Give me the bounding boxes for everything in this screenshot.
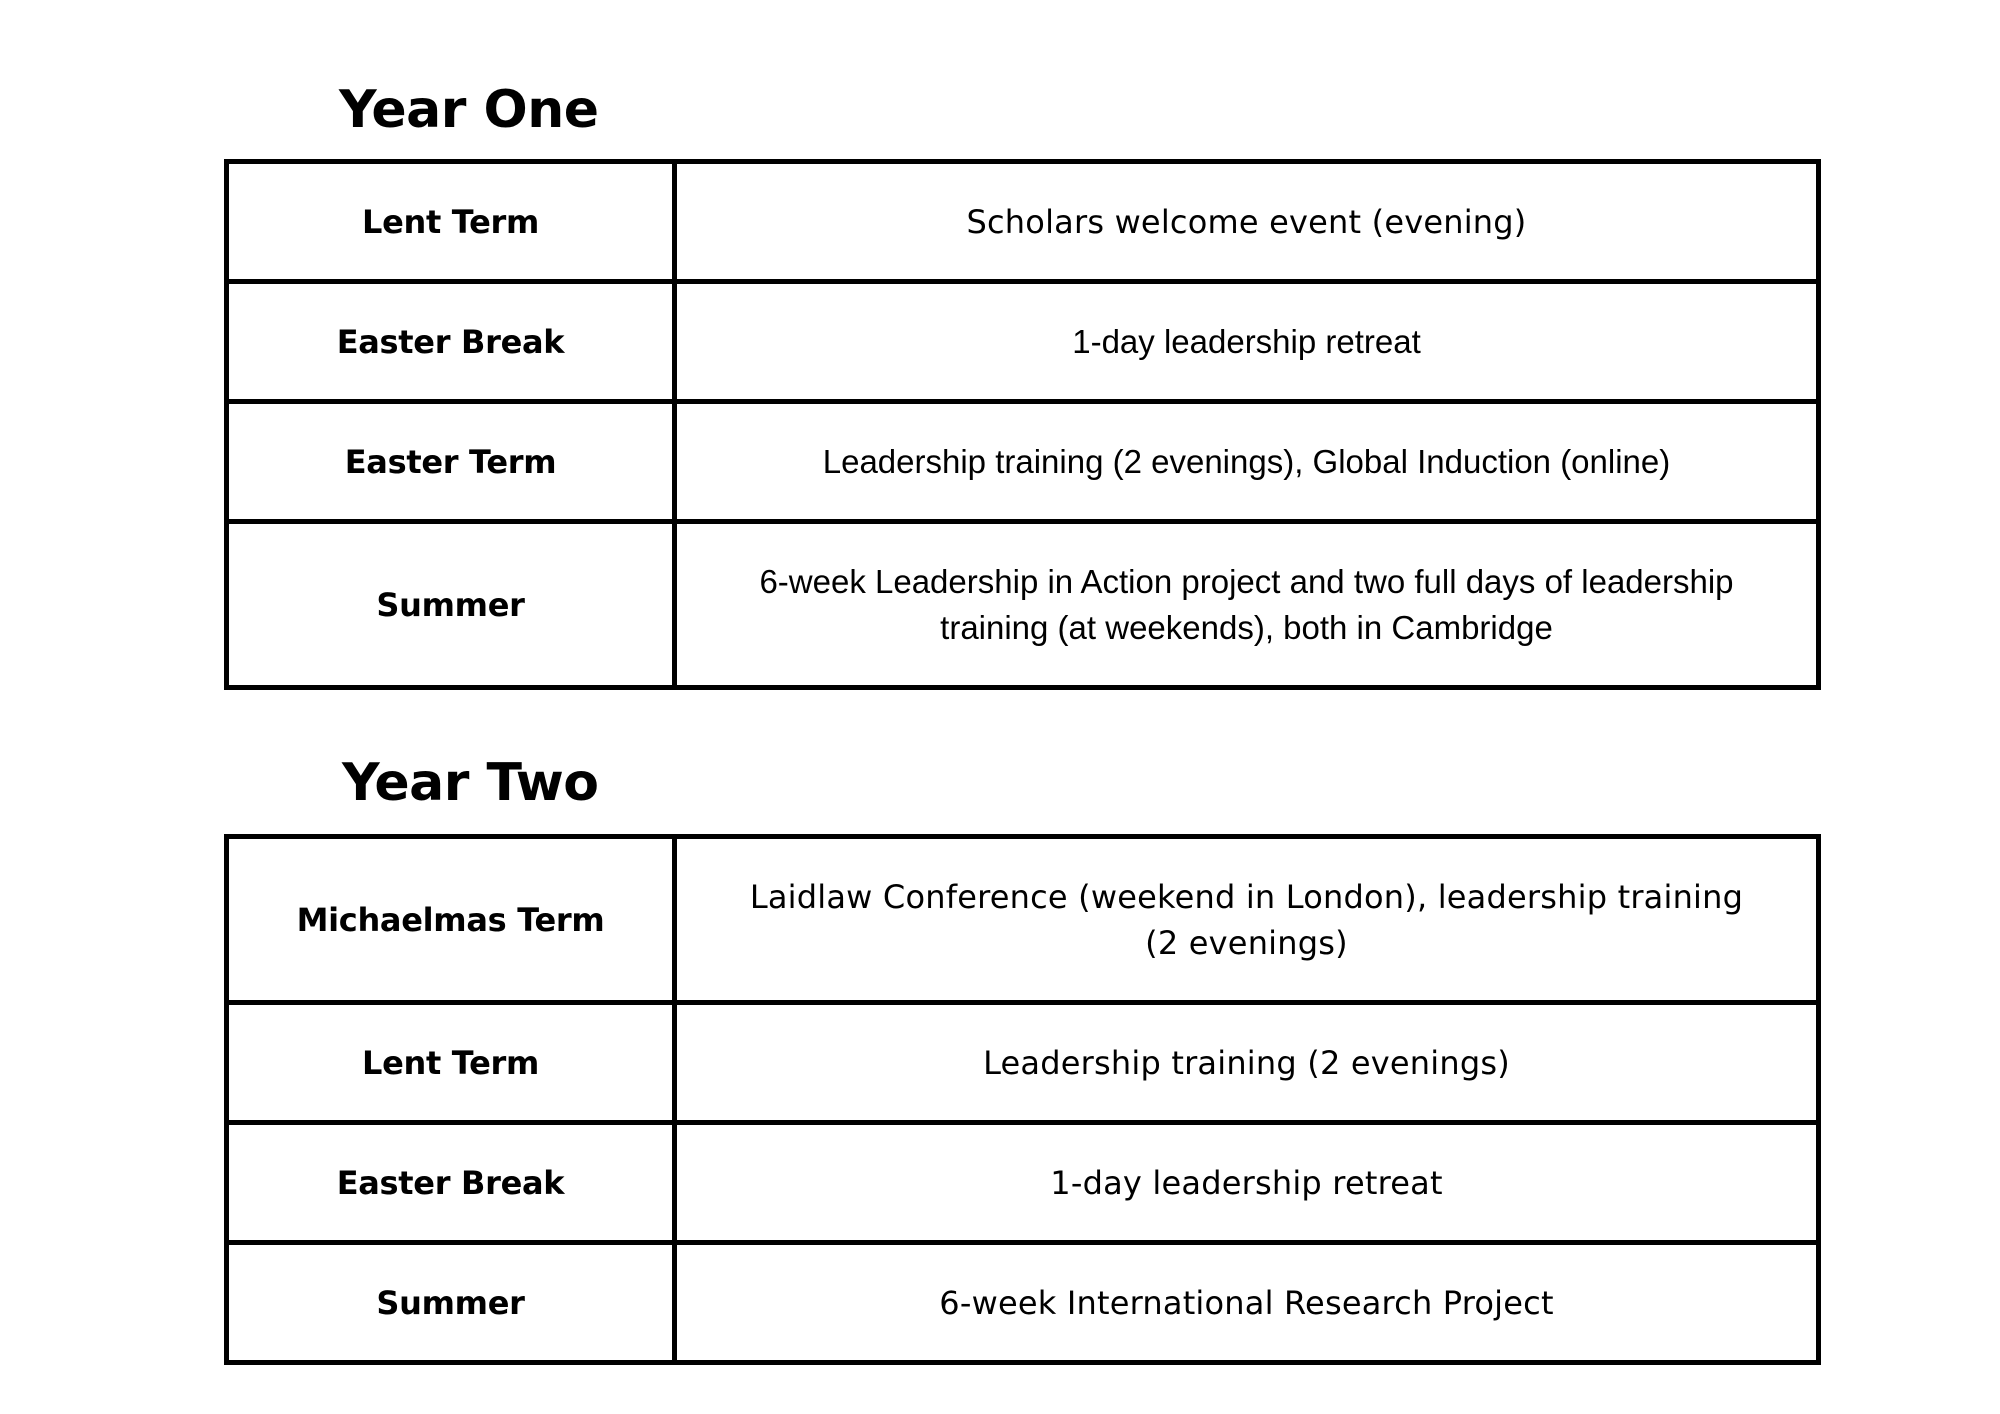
activity-cell [675, 1123, 1819, 1243]
table-row [227, 1243, 1819, 1363]
activity-cell [675, 402, 1819, 522]
table-row [227, 837, 1819, 1003]
year-two-title: Year Two [342, 753, 599, 813]
term-cell: Easter Break [227, 1123, 675, 1243]
table-row [227, 1123, 1819, 1243]
year-two-schedule-table [224, 834, 1821, 1365]
activity-cell [675, 1243, 1819, 1363]
year-one-schedule-table [224, 159, 1821, 690]
activity-text: 1-day leadership retreat [1072, 322, 1421, 360]
activity-text: Leadership training (2 evenings), Global Induction (online) [822, 442, 1671, 480]
table-row [227, 162, 1819, 282]
activity-text: Leadership training (2 evenings) [983, 1043, 1510, 1082]
term-cell: Summer [227, 522, 675, 688]
activity-cell [675, 837, 1819, 1003]
activity-cell [675, 1003, 1819, 1123]
term-cell: Summer [227, 1243, 675, 1363]
term-cell: Easter Term [227, 402, 675, 522]
table-row [227, 522, 1819, 688]
term-cell: Michaelmas Term [227, 837, 675, 1003]
year-one-title: Year One [339, 80, 599, 140]
table-row [227, 282, 1819, 402]
activity-cell [675, 522, 1819, 688]
table-row [227, 402, 1819, 522]
activity-cell [675, 162, 1819, 282]
activity-text: Scholars welcome event (evening) [966, 202, 1527, 241]
term-cell: Lent Term [227, 162, 675, 282]
activity-cell [675, 282, 1819, 402]
activity-text: 6-week Leadership in Action project and two full days of leadership training (at weekends), both in Cambridge [759, 562, 1734, 646]
activity-text: Laidlaw Conference (weekend in London), leadership training (2 evenings) [749, 877, 1744, 962]
activity-text: 6-week International Research Project [939, 1283, 1554, 1322]
term-cell: Easter Break [227, 282, 675, 402]
activity-text: 1-day leadership retreat [1050, 1163, 1443, 1202]
table-row [227, 1003, 1819, 1123]
term-cell: Lent Term [227, 1003, 675, 1123]
